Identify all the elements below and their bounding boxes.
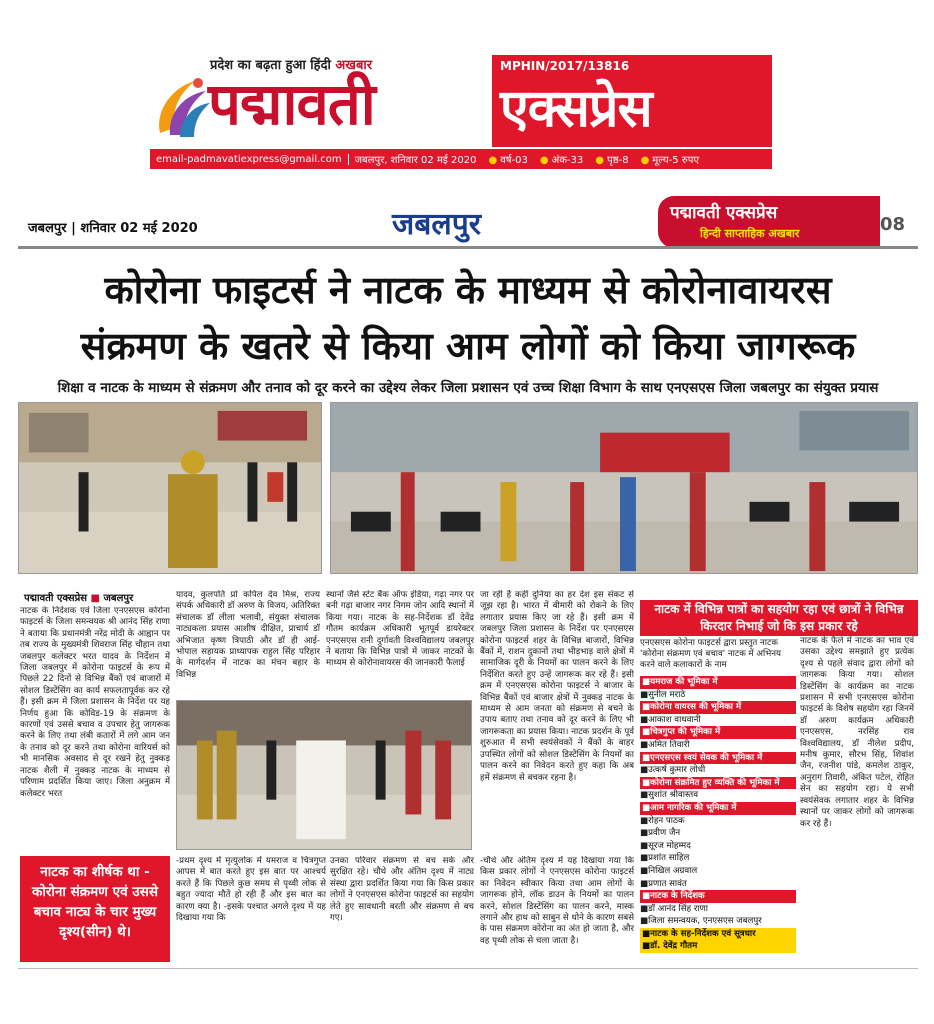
masthead <box>150 55 772 170</box>
cast-member: ■ प्रणात सावंत <box>640 878 796 891</box>
masthead-date: जबलपुर, शनिवार 02 मई 2020 <box>354 155 477 166</box>
page-number: 08 <box>880 214 906 235</box>
cast-role: ■ एनएसएस स्वयं सेवक की भूमिका में <box>640 752 796 765</box>
cast-role: ■ कोरोना संक्रमित हुए व्यक्ति की भूमिका में <box>640 777 796 790</box>
cast-role: ■ नाटक के निर्देशक <box>640 890 796 903</box>
article-column-1: नाटक के निर्देशक एवं जिला एनएसएस कोरोना फाइटर्स के जिला समन्वयक श्री आनंद सिंह राणा ने बताया कि प्रधानमंत्री नरेंद्र मोदी के आह्वान पर तब राज्य के मुख्यमंत्री शिवराज सिंह चौहान तथा जबलपुर कलेक्टर भरत यादव के निर्देशन में जिला जबलपुर में कोरोना फाइटर्स के रूप में पिछले 22 दिनों से विभिन्न बैंकों एवं बाजारों में सोशल डिस्टेंसिंग का कार्य सफलतापूर्वक कर रहे हैं। इसी क्रम में जिला प्रशासन के निर्देश पर यह निर्णय हुआ कि कोविड-19 के संक्रमण के कारणों एवं उससे बचाव व उपचार हेतु जागरूक करने के लिए तथा लंबी कतारों में लगे आम जन के तनाव को दूर करने तथा कोरोना वारियर्स को भी मानसिक अवसाद से दूर रखने हेतु नुक्कड़ नाटक शैली में नुक्कड़ नाटक के माध्यम से परिणाम प्रदर्शित किया जाए। जिला अनुक्रम में कलेक्टर भरत <box>20 606 170 799</box>
cast-member: ■ उत्कर्ष कुमार लोधी <box>640 764 796 777</box>
cast-role: ■ नाटक के सह-निर्देशक एवं सूत्रधार <box>640 928 796 941</box>
cast-member: ■ निखिल अग्रवाल <box>640 865 796 878</box>
cast-member: ■ प्रवीण जैन <box>640 827 796 840</box>
article-column-2: यादव, कुलपति प्रो कपिल देव मिश्र, राज्य संपर्क अधिकारी डॉ अरुण के विजय, अतिरिक्त संचालक डॉ लीला भलावी, संयुक्त संचालक नाट्यकला प्रयास आशीष दीक्षित, प्राचार्य डॉ अभिजात कृष्ण त्रिपाठी और डॉ ही आई-भोपाल सहायक प्राध्यापक राहुल सिंह परिहार के मार्गदर्शन में नाटक का मंचन बहार के विभिन्न <box>176 590 320 680</box>
article-column-6: उनका परिवार संक्रमण से बच सके और सुरक्षित रहे। चौथे और अंतिम दृश्य में नाट्य संस्था द्वारा प्रदर्शित किया गया कि किस प्रकार लोगों ने एनएसएस कोरोना फाइटर्स का सहयोग लेते हुए सावधानी बरती और संक्रमण से बच गए। <box>330 856 474 924</box>
footer-divider <box>18 968 918 969</box>
article-column-8: नाटक के फैले में नाटक का भाव एवं उसका उद्देश्य समझाते हुए प्रत्येक दृश्य से पहले संवाद द्वारा लोगों को जागरूक किया गया। सोशल डिस्टेंसिंग के कार्यक्रम का नाटक प्रशासन में सभी एनएसएस कोरोना फाइटर्स के विशेष सहयोग रहा जिनमें डॉ अरुण कार्यक्रम अधिकारी एनएसएस, नरसिंह राव विश्वविद्यालय, डॉ नीलेश प्रदीप, मनीष कुमार, सौरभ सिंह, शिवांश जैन, रजनीश पांडे, कमलेश ठाकुर, अनुराग तिवारी, अंकित पटेल, रोहित सेन का सहयोग रहा। ये सभी स्वयंसेवक लगातार शहर के विभिन्न स्थानों पर जाकर लोगों को जागरूक कर रहे हैं। <box>800 636 914 829</box>
tagline-prefix: प्रदेश का बढ़ता हुआ हिंदी <box>210 58 331 73</box>
play-title-callout: नाटक का शीर्षक था - कोरोना संक्रमण एवं उससे बचाव नाट्य के चार मुख्य दृश्य(सीन) थे। <box>20 856 170 962</box>
article-subhead: शिक्षा व नाटक के माध्यम से संक्रमण और तनाव को दूर करने का उद्देश्य लेकर जिला प्रशासन एवं उच्च शिक्षा विभाग के साथ एनएसएस जिला जबलपुर का संयुक्त प्रयास <box>57 380 879 396</box>
headline-line-2: संक्रमण के खतरे से किया आम लोगों को किया जागरूक <box>80 324 856 368</box>
cast-header: नाटक में विभिन्न पात्रों का सहयोग रहा एवं छात्रों ने विभिन्न किरदार निभाई जो कि इस प्रकार रहे <box>640 600 918 636</box>
masthead-title-left: पद्मावती <box>208 70 375 138</box>
cast-member: ■ सुनील मराठे <box>640 689 796 702</box>
header-divider <box>18 246 918 249</box>
article-column-4: जा रही है कहीं दुनिया का हर देश इस संकट से जूझ रहा है। भारत में बीमारी को रोकने के लिए लगातार प्रयास किए जा रहे हैं। इसी क्रम में जबलपुर जिला प्रशासन के निर्देश पर एनएसएस कोरोना फाइटर्स शहर के विभिन्न बाजारों, विभिन्न बैंकों में, राशन दुकानों तथा भीड़भाड़ वाले क्षेत्रों में सामाजिक दूरी के नियमों का पालन करने के लिए निर्देशित करते हुए उन्हें जागरूक कर रहे हैं। इसी क्रम में एनएसएस कोरोना फाइटर्स ने बाजार के विभिन्न बैंकों एवं बाजार क्षेत्रों में नुक्कड़ नाटक के माध्यम से आम जनता को संक्रमण से बचने के उपाय बताए तथा तनाव को दूर करने के लिए भी जागरूकता का प्रयास किया। नाटक प्रदर्शन के पूर्व शुरुआत में सभी स्वयंसेवकों ने बैंकों के बाहर उपस्थित लोगों को सोशल डिस्टेंसिंग के नियमों का पालन करने का निवेदन करते हुए कहा कि अब हमें संक्रमण से बचकर रहना है। <box>480 590 634 783</box>
page-brand: पद्मावती एक्सप्रेस <box>670 203 778 223</box>
cast-role: ■ कोरोना वायरस की भूमिका में <box>640 701 796 714</box>
cast-member: ■ रोहन पाठक <box>640 815 796 828</box>
cast-member: ■ सूरज मोहम्मद <box>640 840 796 853</box>
cast-member: ■ प्रशांत साहिल <box>640 852 796 865</box>
cast-member: ■ आकाश वाधवानी <box>640 714 796 727</box>
masthead-info-bar <box>150 149 772 169</box>
cast-member: ■ अमित तिवारी <box>640 739 796 752</box>
photo-street-play-3 <box>176 700 472 850</box>
article-column-3: स्थानों जैसे स्टेट बैंक ऑफ इंडिया, गढ़ा नगर पर बनी गढ़ा बाजार नगर निगम जोन आदि स्थानों में किया गया। नाटक के सह-निर्देशक डॉ देवेंद्र गौतम कार्यक्रम अधिकारी भूतपूर्व डायरेक्टर एनएसएस रानी दुर्गावती विश्वविद्यालय जबलपुर ने बताया कि विभिन्न पात्रों में जाकर नाटकों के माध्यम से कोरोनावायरस की जानकारी फैलाई <box>326 590 474 669</box>
cast-role: ■ डॉ. देवेंद्र गौतम <box>640 940 796 953</box>
page-city: जबलपुर <box>392 207 482 242</box>
cast-member: ■ जिला समन्वयक, एनएसएस जबलपुर <box>640 915 796 928</box>
cast-role: ■ आम नागरिक की भूमिका में <box>640 802 796 815</box>
masthead-title-right: एक्सप्रेस <box>500 79 652 139</box>
article-byline <box>24 590 133 604</box>
bullet-icon: ● <box>488 155 498 166</box>
masthead-email: email-padmavatiexpress@gmail.com <box>150 154 349 165</box>
byline-separator: ■ <box>90 593 104 604</box>
page-header <box>18 196 918 248</box>
tagline-highlight: अखबार <box>335 58 373 73</box>
masthead-issue: अंक-33 <box>551 155 584 166</box>
bullet-icon: ● <box>640 155 650 166</box>
page-brand-box <box>658 196 880 248</box>
byline-city: जबलपुर <box>103 593 134 604</box>
bullet-icon: ● <box>595 155 605 166</box>
cast-member: ■ डॉ आनंद सिंह राणा <box>640 903 796 916</box>
cast-intro: एनएसएस कोरोना फाइटर्स द्वारा प्रस्तुत नाटक 'कोरोना संक्रमण एवं बचाव' नाटक में अभिनय करने वाले कलाकारों के नाम <box>640 638 781 670</box>
registration-number: MPHIN/2017/13816 <box>500 59 630 73</box>
masthead-pages: पृष्ठ-8 <box>607 155 629 166</box>
masthead-price: मूल्य-5 रुपए <box>652 155 699 166</box>
page-brand-sub: हिन्दी साप्ताहिक अखबार <box>700 227 800 240</box>
article-column-7: -चौथे और अंतिम दृश्य में यह दिखाया गया कि किस प्रकार लोगों ने एनएसएस कोरोना फाइटर्स का निवेदन स्वीकार किया तथा आम लोगों के जागरूक होने, लॉक डाउन के नियमों का पालन करने, सोशल डिस्टेंसिंग का पालन करने, मास्क लगाने और हाथ को साबुन से धोने के कारण सबसे के पास संक्रमण कोरोना का अंत हो जाता है, और वह पृथ्वी लोक से चला जाता है। <box>480 856 634 946</box>
logo-swirl-icon <box>150 73 212 143</box>
byline-source: पद्मावती एक्सप्रेस <box>24 593 88 604</box>
cast-role: ■ चित्रगुप्त की भूमिका में <box>640 726 796 739</box>
masthead-year: वर्ष-03 <box>500 155 528 166</box>
page-dateline: जबलपुर | शनिवार 02 मई 2020 <box>28 221 198 236</box>
cast-role: ■ यमराज की भूमिका में <box>640 676 796 689</box>
photo-street-play-2 <box>330 402 918 574</box>
photo-street-play-1 <box>18 402 322 574</box>
bullet-icon: ● <box>539 155 549 166</box>
cast-member: ■ सुशांत श्रीवास्तव <box>640 789 796 802</box>
cast-list <box>640 676 796 953</box>
headline-line-1: कोरोना फाइटर्स ने नाटक के माध्यम से कोरोनावायरस <box>104 268 832 312</box>
article-column-5: -प्रथम दृश्य में मृत्युलोक में यमराज व चित्रगुप्त आपस में बात करते हुए इस बात पर आश्चर्य करते हैं कि पिछले कुछ समय से पृथ्वी लोक से बहुत ज्यादा मौतें हो रही हैं और इस बात का कारण क्या है। -इसके पश्चात अगले दृश्य में यह दिखाया गया कि <box>176 856 326 924</box>
article-headline <box>18 262 918 374</box>
